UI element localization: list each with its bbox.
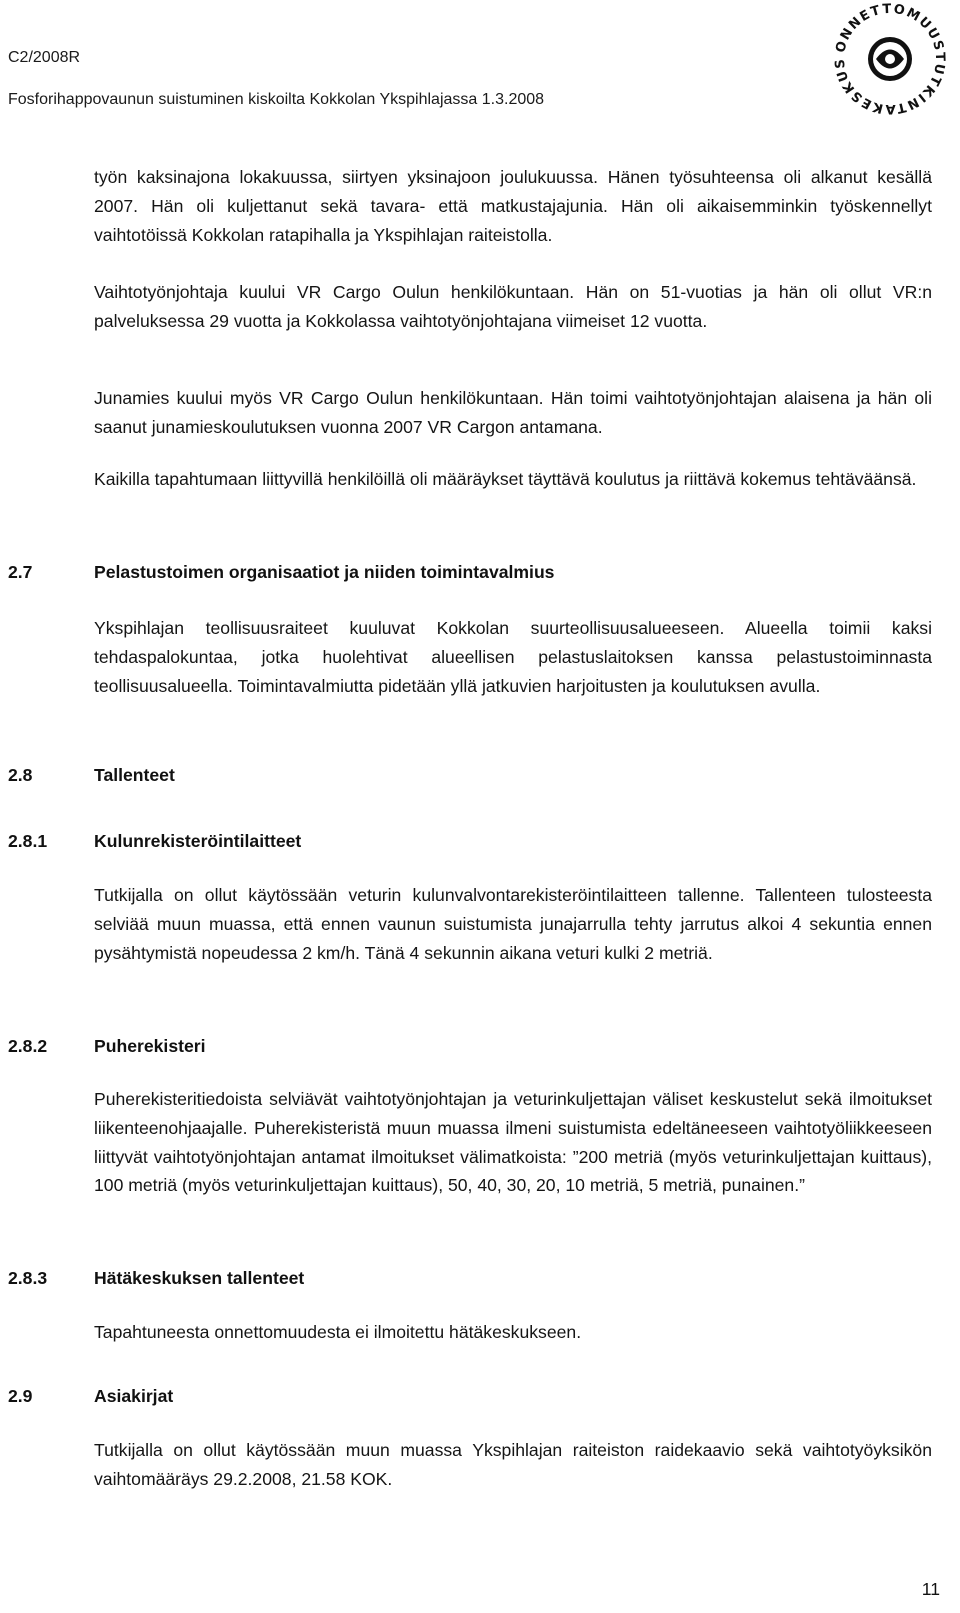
paragraph-shunting-supervisor: Vaihtotyönjohtaja kuului VR Cargo Oulun henkilökuntaan. Hän on 51-vuotias ja hän oli ollut VR:n palveluksessa 29 vuotta ja Kokkolassa vaihtotyönjohtajana viimeiset 12 vuotta. xyxy=(94,282,932,331)
paragraph-train-driver-experience: työn kaksinajona lokakuussa, siirtyen yksinajoon joulukuussa. Hänen työsuhteensa oli alkanut kesällä 2007. Hän oli kuljettanut sekä tavara- että matkustajajunia. Hän oli aikaisemminkin työskennellyt vaihtotöissä Kokkolan ratapihalla ja Ykspihlajan raiteistolla. xyxy=(94,167,932,245)
section-number: 2.8 xyxy=(8,765,33,785)
section-title: Hätäkeskuksen tallenteet xyxy=(94,1268,305,1288)
page-number: 11 xyxy=(921,1579,940,1599)
report-title: Fosforihappovaunun suistuminen kiskoilta Kokkolan Ykspihlajassa 1.3.2008 xyxy=(8,91,545,108)
section-title: Kulunrekisteröintilaitteet xyxy=(94,831,302,851)
section-number: 2.7 xyxy=(8,562,33,582)
svg-text:ONNETTOMUUSTUTKINTAKESKUS: ONNETTOMUUSTUTKINTAKESKUS xyxy=(832,1,948,117)
section-title: Tallenteet xyxy=(94,765,175,785)
paragraph-rescue-services: Ykspihlajan teollisuusraiteet kuuluvat Kokkolan suurteollisuusalueeseen. Alueella toimii kaksi tehdaspalokuntaa, jotka huolehtivat alueellisen pelastuslaitoksen kanssa pelastustoiminnasta teollisuusalueella. Toimintavalmiutta pidetään yllä jatkuvien harjoitusten ja koulutuksen avulla. xyxy=(94,618,932,696)
report-id: C2/2008R xyxy=(8,49,81,66)
section-title: Asiakirjat xyxy=(94,1386,174,1406)
section-title: Puherekisteri xyxy=(94,1036,206,1056)
section-number: 2.8.2 xyxy=(8,1036,48,1056)
section-number: 2.9 xyxy=(8,1386,33,1406)
paragraph-voice-recorder: Puherekisteritiedoista selviävät vaihtotyönjohtajan ja veturinkuljettajan väliset keskustelut sekä ilmoitukset liikenteenohjaajalle. Puherekisteristä muun muassa ilmeni suistumista edeltäneeseen vaihtotyöliikkeeseen liittyvät vaihtotyönjohtajan antamat ilmoitukset välimatkoista: ”200 metriä (myös veturinkuljettajan kuittaus), 100 metriä (myös veturinkuljettajan kuittaus), 50, 40, 30, 20, 10 metriä, 5 metriä, punainen.” xyxy=(94,1089,932,1196)
paragraph-documents: Tutkijalla on ollut käytössään muun muassa Ykspihlajan raiteiston raidekaavio sekä vaihtotyöyksikön vaihtomääräys 29.2.2008, 21.58 KOK. xyxy=(94,1440,932,1489)
paragraph-train-control-recorder: Tutkijalla on ollut käytössään veturin kulunvalvontarekisteröintilaitteen tallenne. Tallenteen tulosteesta selviää muun muassa, että ennen vaunun suistumista junajarrulla tehty jarrutus alkoi 4 sekuntia ennen pysähtymistä nopeudessa 2 km/h. Tänä 4 sekunnin aikana veturi kulki 2 metriä. xyxy=(94,885,932,963)
paragraph-personnel-training: Kaikilla tapahtumaan liittyvillä henkilöillä oli määräykset täyttävä koulutus ja riittävä kokemus tehtäväänsä. xyxy=(94,469,917,489)
section-number: 2.8.3 xyxy=(8,1268,48,1288)
paragraph-train-crew-member: Junamies kuului myös VR Cargo Oulun henkilökuntaan. Hän toimi vaihtotyönjohtajan alaisena ja hän oli saanut junamieskoulutuksen vuonna 2007 VR Cargon antamana. xyxy=(94,388,932,437)
paragraph-emergency-centre: Tapahtuneesta onnettomuudesta ei ilmoitettu hätäkeskukseen. xyxy=(94,1322,582,1342)
section-number: 2.8.1 xyxy=(8,831,48,851)
section-title: Pelastustoimen organisaatiot ja niiden toimintavalmius xyxy=(94,562,555,582)
onnettomuustutkintakeskus-logo xyxy=(826,0,954,118)
